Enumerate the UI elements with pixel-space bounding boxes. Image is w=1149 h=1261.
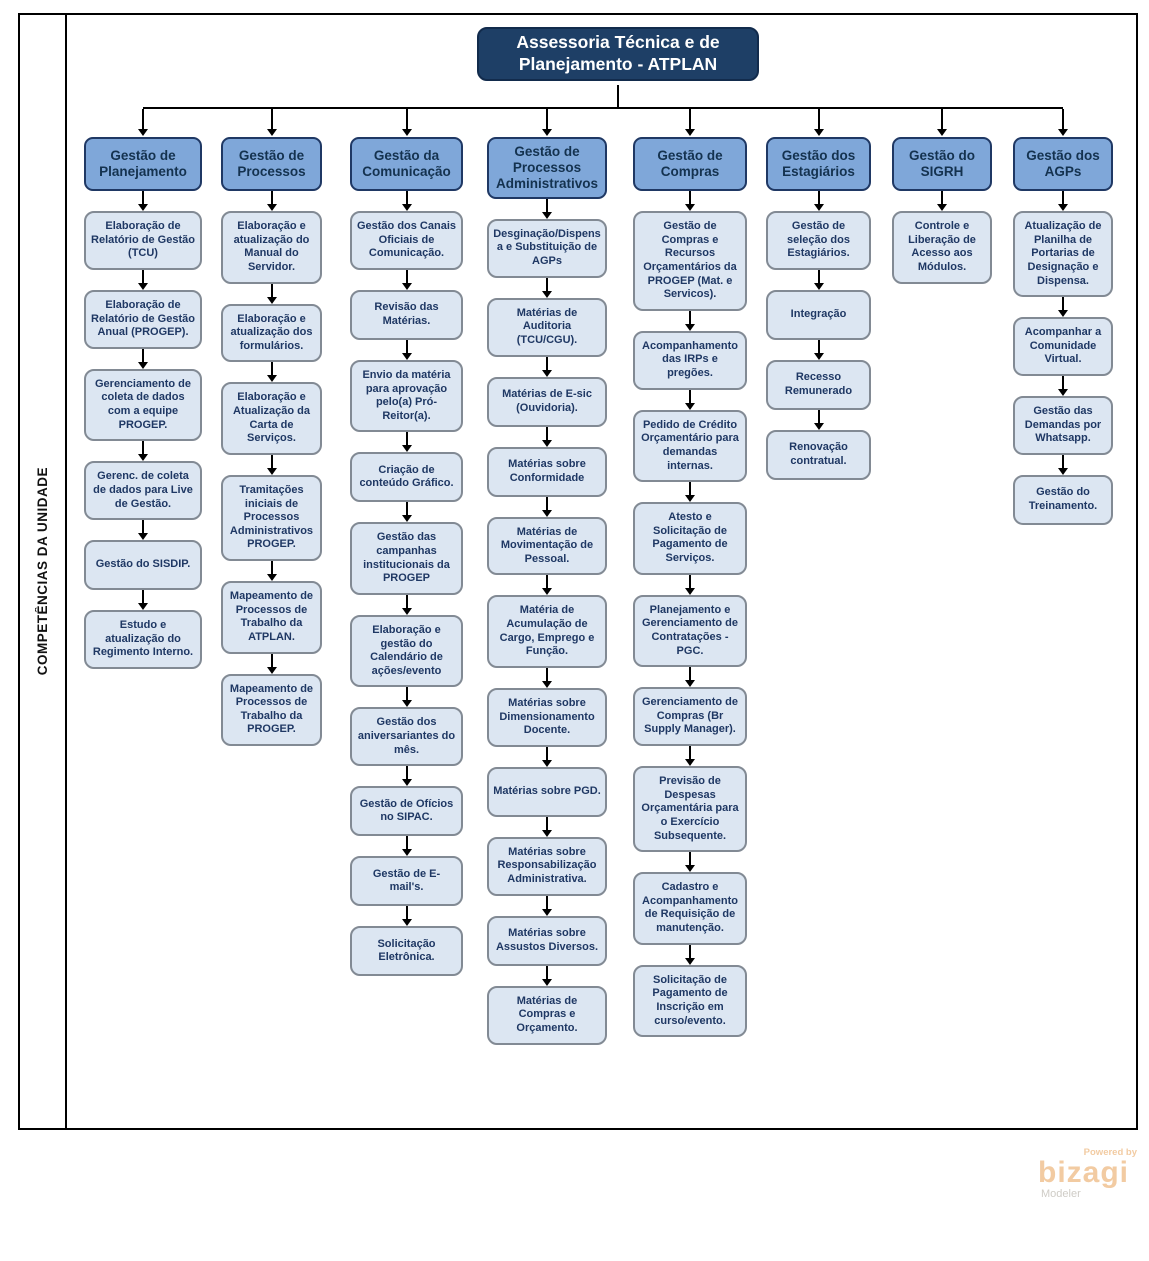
arrow-head — [542, 979, 552, 986]
arrow-head — [542, 681, 552, 688]
process-box: Elaboração de Relatório de Gestão Anual (PROGEP). — [84, 290, 202, 349]
process-box: Planejamento e Gerenciamento de Contratações - PGC. — [633, 595, 747, 668]
arrow-head — [542, 291, 552, 298]
process-box: Mapeamento de Processos de Trabalho da ATPLAN. — [221, 581, 322, 654]
arrow-down-connector — [350, 687, 463, 707]
arrow-down-connector — [221, 362, 322, 382]
arrow-head — [402, 919, 412, 926]
process-box: Matérias de Movimentação de Pessoal. — [487, 517, 607, 576]
arrow-down-connector — [84, 349, 202, 369]
powered-by-label: Powered by — [1083, 1147, 1137, 1158]
arrow-down-connector — [892, 191, 992, 211]
process-box: Matérias sobre Conformidade — [487, 447, 607, 497]
arrow-down-connector — [487, 817, 607, 837]
arrow-down-connector — [487, 575, 607, 595]
arrow-head — [685, 759, 695, 766]
process-box: Gerenc. de coleta de dados para Live de Gestão. — [84, 461, 202, 520]
process-box: Pedido de Crédito Orçamentário para demandas internas. — [633, 410, 747, 483]
column-header: Gestão de Processos — [221, 137, 322, 191]
branch-arrow-head — [937, 129, 947, 136]
arrow-head — [138, 454, 148, 461]
column-header: Gestão da Comunicação — [350, 137, 463, 191]
arrow-head — [1058, 468, 1068, 475]
org-column — [487, 137, 607, 1045]
arrow-down-connector — [1013, 455, 1113, 475]
arrow-head — [1058, 389, 1068, 396]
column-header: Gestão de Planejamento — [84, 137, 202, 191]
arrow-down-connector — [487, 896, 607, 916]
process-box: Solicitação Eletrônica. — [350, 926, 463, 976]
arrow-down-connector — [487, 497, 607, 517]
modeler-label: Modeler — [1041, 1187, 1081, 1200]
process-box: Revisão das Matérias. — [350, 290, 463, 340]
process-box: Previsão de Despesas Orçamentária para o Exercício Subsequente. — [633, 766, 747, 852]
arrow-stem — [689, 575, 691, 589]
arrow-head — [138, 362, 148, 369]
arrow-stem — [271, 284, 273, 298]
arrow-stem — [689, 746, 691, 760]
arrow-stem — [406, 191, 408, 205]
arrow-down-connector — [633, 191, 747, 211]
arrow-down-connector — [766, 270, 871, 290]
arrow-head — [685, 680, 695, 687]
branch-arrow-head — [267, 129, 277, 136]
arrow-head — [685, 588, 695, 595]
process-box: Recesso Remunerado — [766, 360, 871, 410]
column-header: Gestão dos AGPs — [1013, 137, 1113, 191]
arrow-head — [685, 958, 695, 965]
arrow-head — [542, 370, 552, 377]
arrow-down-connector — [766, 191, 871, 211]
arrow-stem — [406, 836, 408, 850]
arrow-down-connector — [766, 340, 871, 360]
arrow-stem — [271, 362, 273, 376]
org-column — [766, 137, 871, 480]
arrow-stem — [818, 270, 820, 284]
arrow-down-connector — [350, 191, 463, 211]
arrow-stem — [142, 349, 144, 363]
branch-arrow-head — [138, 129, 148, 136]
arrow-head — [542, 440, 552, 447]
root-node: Assessoria Técnica e de Planejamento - ATPLAN — [477, 27, 759, 81]
process-box: Matérias sobre Dimensionamento Docente. — [487, 688, 607, 747]
process-box: Matérias de Compras e Orçamento. — [487, 986, 607, 1045]
arrow-stem — [689, 482, 691, 496]
arrow-down-connector — [487, 747, 607, 767]
arrow-stem — [689, 852, 691, 866]
arrow-stem — [689, 945, 691, 959]
arrow-stem — [546, 575, 548, 589]
arrow-down-connector — [633, 390, 747, 410]
process-box: Integração — [766, 290, 871, 340]
process-box: Gestão dos Canais Oficiais de Comunicação. — [350, 211, 463, 270]
column-header: Gestão de Compras — [633, 137, 747, 191]
process-box: Matérias sobre Responsabilização Administrativa. — [487, 837, 607, 896]
arrow-head — [542, 830, 552, 837]
arrow-down-connector — [221, 654, 322, 674]
branch-drop — [818, 109, 820, 130]
process-box: Elaboração e Atualização da Carta de Serviços. — [221, 382, 322, 455]
arrow-head — [402, 700, 412, 707]
arrow-stem — [406, 687, 408, 701]
process-box: Gestão de seleção dos Estagiários. — [766, 211, 871, 270]
process-box: Gestão de Compras e Recursos Orçamentários da PROGEP (Mat. e Servicos). — [633, 211, 747, 311]
arrow-down-connector — [633, 746, 747, 766]
arrow-head — [267, 667, 277, 674]
arrow-stem — [142, 191, 144, 205]
process-box: Elaboração de Relatório de Gestão (TCU) — [84, 211, 202, 270]
arrow-stem — [818, 410, 820, 424]
arrow-down-connector — [350, 432, 463, 452]
column-header: Gestão do SIGRH — [892, 137, 992, 191]
arrow-down-connector — [350, 906, 463, 926]
arrow-stem — [546, 278, 548, 292]
process-box: Gerenciamento de coleta de dados com a equipe PROGEP. — [84, 369, 202, 442]
arrow-stem — [1062, 297, 1064, 311]
process-box: Estudo e atualização do Regimento Interno. — [84, 610, 202, 669]
arrow-stem — [142, 590, 144, 604]
process-box: Matérias sobre PGD. — [487, 767, 607, 817]
arrow-head — [402, 353, 412, 360]
column-header: Gestão dos Estagiários — [766, 137, 871, 191]
arrow-head — [542, 510, 552, 517]
arrow-stem — [546, 199, 548, 213]
branch-drop — [689, 109, 691, 130]
arrow-head — [402, 608, 412, 615]
arrow-head — [685, 204, 695, 211]
branch-arrow-head — [542, 129, 552, 136]
arrow-stem — [406, 502, 408, 516]
arrow-head — [267, 468, 277, 475]
bizagi-branding — [1038, 1147, 1138, 1200]
arrow-stem — [546, 966, 548, 980]
process-box: Controle e Liberação de Acesso aos Módulos. — [892, 211, 992, 284]
arrow-head — [267, 204, 277, 211]
arrow-head — [542, 212, 552, 219]
process-box: Atesto e Solicitação de Pagamento de Serviços. — [633, 502, 747, 575]
lane-label: COMPETÊNCIAS DA UNIDADE — [35, 467, 50, 676]
arrow-stem — [271, 191, 273, 205]
arrow-head — [814, 353, 824, 360]
arrow-stem — [142, 270, 144, 284]
arrow-down-connector — [633, 575, 747, 595]
arrow-down-connector — [84, 590, 202, 610]
arrow-stem — [142, 520, 144, 534]
arrow-stem — [406, 270, 408, 284]
arrow-stem — [818, 191, 820, 205]
arrow-stem — [406, 340, 408, 354]
arrow-head — [402, 515, 412, 522]
arrow-down-connector — [350, 766, 463, 786]
process-box: Matérias de E-sic (Ouvidoria). — [487, 377, 607, 427]
process-box: Gerenciamento de Compras (Br Supply Manager). — [633, 687, 747, 746]
arrow-down-connector — [633, 945, 747, 965]
arrow-down-connector — [221, 455, 322, 475]
branch-arrow-head — [1058, 129, 1068, 136]
arrow-stem — [546, 747, 548, 761]
arrow-head — [402, 849, 412, 856]
process-box: Renovação contratual. — [766, 430, 871, 480]
process-box: Solicitação de Pagamento de Inscrição em curso/evento. — [633, 965, 747, 1038]
arrow-head — [685, 403, 695, 410]
process-box: Mapeamento de Processos de Trabalho da PROGEP. — [221, 674, 322, 747]
arrow-head — [402, 779, 412, 786]
arrow-down-connector — [350, 595, 463, 615]
arrow-stem — [406, 766, 408, 780]
arrow-stem — [546, 896, 548, 910]
arrow-stem — [406, 906, 408, 920]
arrow-down-connector — [633, 311, 747, 331]
org-column — [1013, 137, 1113, 525]
branch-arrow-head — [402, 129, 412, 136]
process-box: Elaboração e gestão do Calendário de ações/evento — [350, 615, 463, 688]
arrow-down-connector — [633, 852, 747, 872]
arrow-stem — [689, 191, 691, 205]
arrow-down-connector — [487, 357, 607, 377]
arrow-down-connector — [487, 278, 607, 298]
arrow-down-connector — [84, 441, 202, 461]
branch-drop — [142, 109, 144, 130]
process-box: Gestão do SISDIP. — [84, 540, 202, 590]
arrow-down-connector — [84, 270, 202, 290]
arrow-down-connector — [487, 199, 607, 219]
root-stem — [617, 85, 619, 109]
arrow-down-connector — [766, 410, 871, 430]
arrow-head — [542, 909, 552, 916]
arrow-down-connector — [221, 284, 322, 304]
org-column — [84, 137, 202, 669]
org-column — [221, 137, 322, 746]
arrow-head — [402, 283, 412, 290]
root-branch-bar — [143, 107, 1063, 109]
arrow-down-connector — [1013, 376, 1113, 396]
arrow-down-connector — [1013, 297, 1113, 317]
arrow-down-connector — [487, 966, 607, 986]
org-column — [892, 137, 992, 284]
process-box: Criação de conteúdo Gráfico. — [350, 452, 463, 502]
process-box: Gestão das campanhas institucionais da PROGEP — [350, 522, 463, 595]
arrow-stem — [271, 455, 273, 469]
arrow-head — [685, 324, 695, 331]
process-box: Gestão do Treinamento. — [1013, 475, 1113, 525]
branch-arrow-head — [814, 129, 824, 136]
arrow-down-connector — [633, 667, 747, 687]
arrow-head — [267, 297, 277, 304]
branch-arrow-head — [685, 129, 695, 136]
arrow-down-connector — [350, 270, 463, 290]
branch-drop — [941, 109, 943, 130]
arrow-down-connector — [350, 502, 463, 522]
process-box: Gestão de Ofícios no SIPAC. — [350, 786, 463, 836]
process-box: Envio da matéria para aprovação pelo(a) Pró-Reitor(a). — [350, 360, 463, 433]
process-box: Atualização de Planilha de Portarias de Designação e Dispensa. — [1013, 211, 1113, 297]
process-box: Gestão de E-mail's. — [350, 856, 463, 906]
arrow-stem — [689, 390, 691, 404]
process-box: Cadastro e Acompanhamento de Requisição de manutenção. — [633, 872, 747, 945]
arrow-stem — [546, 817, 548, 831]
branch-drop — [1062, 109, 1064, 130]
arrow-down-connector — [221, 191, 322, 211]
arrow-head — [402, 445, 412, 452]
arrow-head — [267, 574, 277, 581]
process-box: Desginação/Dispensa e Substituição de AGPs — [487, 219, 607, 278]
arrow-down-connector — [350, 340, 463, 360]
arrow-head — [1058, 204, 1068, 211]
arrow-down-connector — [633, 482, 747, 502]
arrow-head — [814, 204, 824, 211]
arrow-stem — [406, 595, 408, 609]
arrow-stem — [1062, 191, 1064, 205]
process-box: Matéria de Acumulação de Cargo, Emprego e Função. — [487, 595, 607, 668]
arrow-stem — [271, 561, 273, 575]
arrow-down-connector — [487, 668, 607, 688]
process-box: Elaboração e atualização dos formulários. — [221, 304, 322, 363]
process-box: Acompanhar a Comunidade Virtual. — [1013, 317, 1113, 376]
arrow-down-connector — [84, 520, 202, 540]
arrow-head — [1058, 310, 1068, 317]
arrow-stem — [689, 667, 691, 681]
arrow-head — [402, 204, 412, 211]
process-box: Tramitações iniciais de Processos Administrativos PROGEP. — [221, 475, 322, 561]
arrow-head — [937, 204, 947, 211]
arrow-stem — [546, 357, 548, 371]
arrow-head — [814, 423, 824, 430]
swimlane-competencias — [20, 15, 67, 1128]
arrow-stem — [406, 432, 408, 446]
org-column — [350, 137, 463, 976]
process-box: Elaboração e atualização do Manual do Servidor. — [221, 211, 322, 284]
arrow-down-connector — [487, 427, 607, 447]
process-box: Matérias de Auditoria (TCU/CGU). — [487, 298, 607, 357]
arrow-head — [138, 204, 148, 211]
branch-drop — [546, 109, 548, 130]
arrow-stem — [689, 311, 691, 325]
process-box: Matérias sobre Assustos Diversos. — [487, 916, 607, 966]
arrow-head — [138, 283, 148, 290]
arrow-stem — [142, 441, 144, 455]
process-box: Acompanhamento das IRPs e pregões. — [633, 331, 747, 390]
arrow-down-connector — [221, 561, 322, 581]
arrow-stem — [941, 191, 943, 205]
branch-drop — [406, 109, 408, 130]
arrow-down-connector — [350, 836, 463, 856]
arrow-head — [814, 283, 824, 290]
arrow-down-connector — [84, 191, 202, 211]
arrow-head — [685, 865, 695, 872]
column-header: Gestão de Processos Administrativos — [487, 137, 607, 199]
arrow-stem — [546, 668, 548, 682]
process-box: Gestão das Demandas por Whatsapp. — [1013, 396, 1113, 455]
arrow-head — [138, 603, 148, 610]
process-box: Gestão dos aniversariantes do mês. — [350, 707, 463, 766]
arrow-head — [685, 495, 695, 502]
arrow-down-connector — [1013, 191, 1113, 211]
arrow-stem — [271, 654, 273, 668]
branch-drop — [271, 109, 273, 130]
arrow-head — [138, 533, 148, 540]
arrow-stem — [818, 340, 820, 354]
arrow-head — [542, 588, 552, 595]
arrow-stem — [546, 497, 548, 511]
bizagi-logo: bizagi — [1038, 1156, 1130, 1189]
arrow-stem — [546, 427, 548, 441]
arrow-head — [542, 760, 552, 767]
arrow-stem — [1062, 455, 1064, 469]
org-column — [633, 137, 747, 1037]
arrow-stem — [1062, 376, 1064, 390]
arrow-head — [267, 375, 277, 382]
